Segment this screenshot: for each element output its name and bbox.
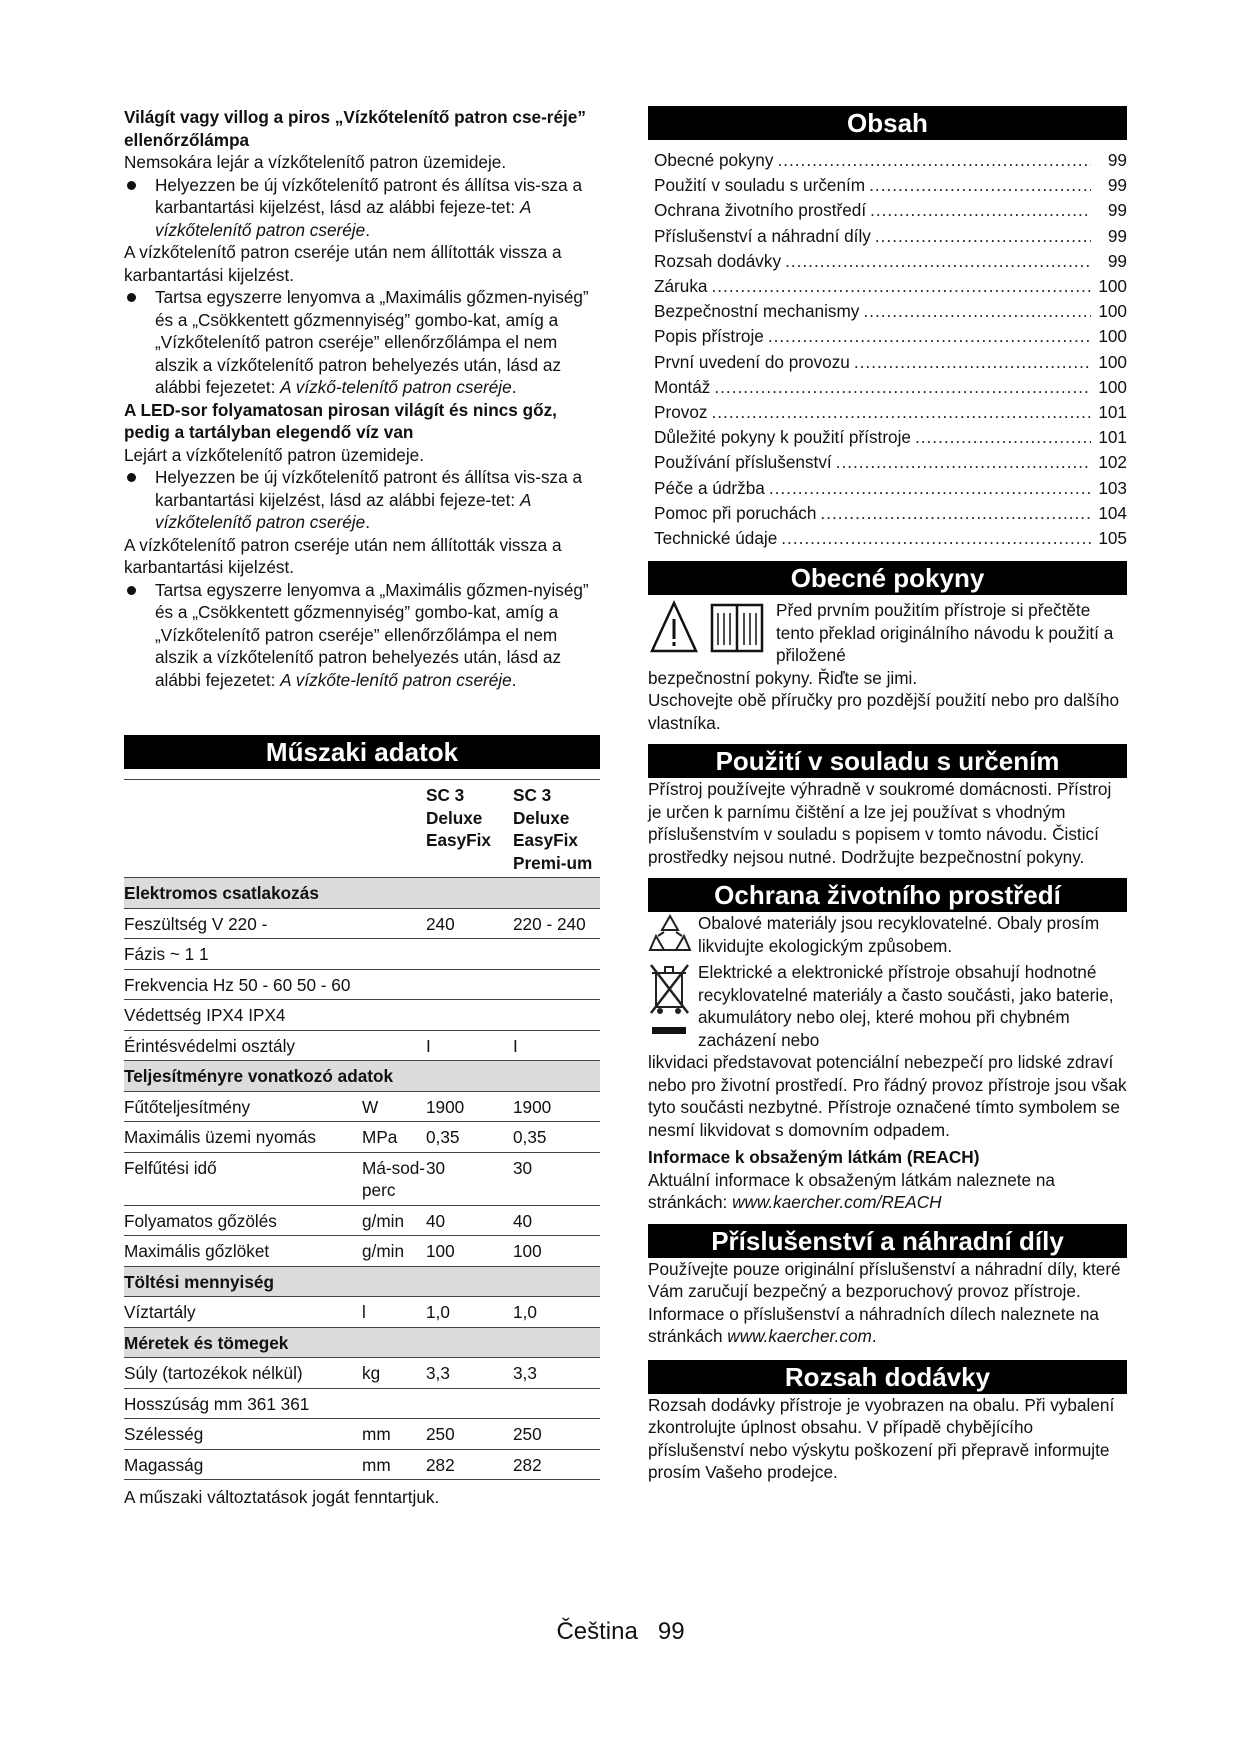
spec-unit: l [362,1297,426,1328]
toc-entry-page: 100 [1098,276,1127,297]
toc-entry-title: Provoz [654,402,708,423]
spec-label: Maximális üzemi nyomás [124,1122,362,1153]
intended-use-heading: Použití v souladu s určením [648,744,1127,778]
toc-entry[interactable] [648,299,1127,324]
paragraph: Používejte pouze originální příslušenství a náhradní díly, které Vám zaručují bezpečný a bezporuchový provoz přístroje. [648,1258,1121,1302]
spec-value [513,1388,600,1419]
reach-title: Informace k obsaženým látkám (REACH) [648,1147,980,1168]
bullet-item: Tartsa egyszerre lenyomva a „Maximális gőzmen-nyiség” és a „Csökkentett gőzmennyiség” gombo-kat, amíg a „Vízkőtelenítő patron cseréje” ellenőrzőlámpa el nem alszik a vízkőtelenítő patron behelyezés után, lásd az alábbi fejezetet: A vízkőte-lenítő patron cseréje. [124,579,600,692]
toc-leader-dots [777,148,1091,173]
paragraph: Uschovejte obě příručky pro pozdější použití nebo pro dalšího vlastníka. [648,690,1120,733]
paragraph: Před prvním použitím přístroje si přečtěte tento překlad originálního návodu k použití a přiložené [776,600,1114,666]
spec-value: 1900 [513,1091,600,1122]
bullet-item: Helyezzen be új vízkőtelenítő patront és állítsa vis-sza a karbantartási kijelzést, lásd az alábbi fejeze-tet: A vízkőtelenítő patron cseréje. [124,466,600,534]
bullet-list [124,466,600,534]
paragraph: likvidaci představovat potenciální nebezpečí pro lidské zdraví nebo pro životní prostředí. Pro řádný provoz přístroje jsou však tyto součásti nezbytné. Přístroje označené tímto symbolem se nesmí likvidovat s domovním odpadem. [648,1052,1127,1140]
paragraph: Aktuální informace k obsaženým látkám naleznete na stránkách: www.kaercher.com/REACH [648,1169,1055,1213]
spec-label: Frekvencia Hz 50 - 60 50 - 60 [124,969,362,1000]
toc-entry-title: Příslušenství a náhradní díly [654,225,871,246]
spec-label: Folyamatos gőzölés [124,1205,362,1236]
bullet-list [124,174,600,242]
page-footer [0,1617,1241,1647]
accessories-heading: Příslušenství a náhradní díly [648,1224,1127,1258]
right-column [648,106,1127,1484]
bullet-list [124,286,600,399]
toc-entry-page: 99 [1107,150,1127,170]
kaercher-link[interactable]: www.kaercher.com [727,1326,872,1347]
toc-leader-dots [820,501,1091,526]
spec-value: 1,0 [513,1297,600,1328]
spec-header-model: SC 3 Deluxe EasyFix Premi-um [513,780,600,878]
toc-entry-page: 101 [1098,427,1127,448]
toc-entry-page: 99 [1107,225,1127,246]
toc-entry-page: 99 [1107,200,1127,221]
spec-row [124,1000,600,1031]
toc-leader-dots [869,173,1091,198]
spec-value [426,1388,513,1419]
spec-value: I [426,1030,513,1061]
spec-value: 282 [426,1449,513,1480]
toc-entry-title: Obecné pokyny [654,150,774,170]
spec-value [513,969,600,1000]
spec-value: 40 [513,1205,600,1236]
toc-entry[interactable] [648,450,1127,475]
spec-value: 1900 [426,1091,513,1122]
spec-value: 250 [513,1419,600,1450]
table-of-contents [648,148,1127,551]
spec-value: 30 [513,1152,600,1205]
general-intro [648,599,1127,667]
toc-leader-dots [714,375,1091,400]
spec-row [124,1122,600,1153]
spec-header-model: SC 3 Deluxe EasyFix [426,780,513,878]
chapter-reference: A vízkőtelenítő patron cseréje [155,197,531,240]
toc-entry-title: Popis přístroje [654,326,764,347]
spec-value [426,1000,513,1031]
toc-leader-dots [875,224,1091,249]
spec-row [124,969,600,1000]
tech-footnote: A műszaki változtatások jogát fenntartjuk. [124,1487,440,1507]
spec-value: 3,3 [426,1358,513,1389]
spec-unit [362,1388,426,1419]
spec-value: 250 [426,1419,513,1450]
toc-leader-dots [863,299,1091,324]
general-heading: Obecné pokyny [648,561,1127,595]
spec-label: Hosszúság mm 361 361 [124,1388,362,1419]
toc-leader-dots [785,249,1091,274]
toc-leader-dots [836,450,1091,475]
toc-entry[interactable] [648,375,1127,400]
spec-section-row [124,878,600,909]
toc-entry[interactable] [648,324,1127,349]
warning-triangle-icon [648,599,776,659]
toc-entry-page: 101 [1098,402,1127,423]
spec-value [513,1000,600,1031]
toc-entry[interactable] [648,476,1127,501]
footer-language: Čeština [556,1618,638,1645]
section-title: A LED-sor folyamatosan pirosan világít és nincs gőz, pedig a tartályban elegendő víz van [124,399,557,442]
spec-value: 0,35 [426,1122,513,1153]
spec-unit: W [362,1091,426,1122]
warning-book-symbols [648,599,776,665]
paragraph: Informace o příslušenství a náhradních dílech naleznete na stránkách www.kaercher.com. [648,1303,1099,1347]
toc-entry[interactable] [648,173,1127,198]
spec-row [124,1358,600,1389]
toc-entry-title: Technické údaje [654,528,778,549]
bullet-item: Tartsa egyszerre lenyomva a „Maximális gőzmen-nyiség” és a „Csökkentett gőzmennyiség” gombo-kat, amíg a „Vízkőtelenítő patron cseréje” ellenőrzőlámpa el nem alszik a vízkőtelenítő patron behelyezés után, lásd az alábbi fejezetet: A vízkő-telenítő patron cseréje. [124,286,600,399]
spec-value: 30 [426,1152,513,1205]
paragraph: Obalové materiály jsou recyklovatelné. Obaly prosím likvidujte ekologickým způsobem. [698,913,1100,956]
paragraph: A vízkőtelenítő patron cseréje után nem állították vissza a karbantartási kijelzést. [124,534,562,577]
toc-entry-page: 103 [1098,477,1127,498]
tech-data-heading: Műszaki adatok [124,735,600,769]
toc-entry-page: 102 [1098,452,1127,473]
spec-row [124,939,600,970]
spec-section-label: Elektromos csatlakozás [124,878,600,909]
paragraph: Nemsokára lejár a vízkőtelenítő patron üzemideje. [124,152,507,172]
environment-heading: Ochrana životního prostředí [648,878,1127,912]
bullet-list [124,579,600,692]
toc-entry[interactable] [648,224,1127,249]
toc-entry-title: Ochrana životního prostředí [654,200,867,221]
toc-entry[interactable] [648,425,1127,450]
paragraph: bezpečnostní pokyny. Řiďte se jimi. [648,667,918,688]
spec-row [124,1419,600,1450]
toc-entry-page: 100 [1098,301,1127,322]
left-column [124,106,600,1509]
toc-entry[interactable] [648,350,1127,375]
spec-header-row [124,780,600,878]
toc-leader-dots [915,425,1091,450]
section-title: Világít vagy villog a piros „Vízkőtelenítő patron cse-réje” ellenőrzőlámpa [124,107,586,150]
spec-row [124,1297,600,1328]
spec-section-row [124,1061,600,1092]
page-number: 99 [657,1618,685,1645]
bullet-item: Helyezzen be új vízkőtelenítő patront és állítsa vis-sza a karbantartási kijelzést, lásd az alábbi fejeze-tet: A vízkőtelenítő patron cseréje. [124,174,600,242]
paragraph: Rozsah dodávky přístroje je vyobrazen na obalu. Při vybalení zkontrolujte úplnost obsahu. V případě chybějícího příslušenství nebo výskytu poškození při přepravě informujte prosím Vašeho prodejce. [648,1394,1115,1483]
toc-entry-page: 100 [1098,326,1127,347]
spec-label: Fázis ~ 1 1 [124,939,362,970]
spec-value: 0,35 [513,1122,600,1153]
spec-unit: Má-sod-perc [362,1152,426,1205]
toc-entry-page: 100 [1098,351,1127,372]
chapter-reference: A vízkőte-lenítő patron cseréje [280,669,512,690]
spec-value [426,969,513,1000]
toc-entry-page: 100 [1098,376,1127,397]
spec-section-label: Teljesítményre vonatkozó adatok [124,1061,600,1092]
spec-label: Maximális gőzlöket [124,1236,362,1267]
manual-book-icon [712,605,762,651]
spec-unit [362,939,426,970]
spec-row [124,1030,600,1061]
spec-section-row [124,1327,600,1358]
spec-value: 100 [426,1236,513,1267]
spec-row [124,908,600,939]
spec-value: 240 [426,908,513,939]
spec-unit: g/min [362,1236,426,1267]
spec-section-row [124,1266,600,1297]
spec-unit: g/min [362,1205,426,1236]
spec-label: Szélesség [124,1419,362,1450]
scope-heading: Rozsah dodávky [648,1360,1127,1394]
paragraph: Lejárt a vízkőtelenítő patron üzemideje. [124,444,425,465]
weee-block [648,961,1127,1051]
spec-unit [362,1030,426,1061]
toc-entry-page: 99 [1107,175,1127,196]
toc-leader-dots [781,526,1091,551]
spec-value: 282 [513,1449,600,1480]
spec-label: Érintésvédelmi osztály [124,1030,362,1061]
toc-leader-dots [712,400,1092,425]
toc-entry[interactable] [648,198,1127,223]
spec-value: I [513,1030,600,1061]
spec-value: 1,0 [426,1297,513,1328]
toc-leader-dots [768,324,1091,349]
toc-entry-title: První uvedení do provozu [654,351,850,372]
toc-entry-title: Bezpečnostní mechanismy [654,301,860,322]
spec-table [124,779,600,1480]
spec-label: Felfűtési idő [124,1152,362,1205]
spec-section-label: Töltési mennyiség [124,1266,600,1297]
paragraph: A vízkőtelenítő patron cseréje után nem állították vissza a karbantartási kijelzést. [124,242,562,285]
reach-link[interactable]: www.kaercher.com/REACH [732,1192,942,1213]
recycling-icon [648,912,698,961]
spec-label: Magasság [124,1449,362,1480]
toc-leader-dots [854,350,1091,375]
toc-entry-page: 104 [1098,502,1127,523]
toc-leader-dots [769,476,1091,501]
spec-row [124,1236,600,1267]
toc-entry[interactable] [648,400,1127,425]
toc-entry[interactable] [648,274,1127,299]
paragraph: Přístroj používejte výhradně v soukromé domácnosti. Přístroj je určen k parnímu čištění a lze jej používat s vhodným příslušenstvím v souladu s popisem v tomto návodu. Čisticí prostředky nejsou nutné. Dodržujte bezpečnostní pokyny. [648,779,1112,867]
toc-entry-page: 105 [1098,528,1127,549]
spec-unit [362,1000,426,1031]
spec-label: Súly (tartozékok nélkül) [124,1358,362,1389]
toc-heading: Obsah [648,106,1127,140]
paragraph: Elektrické a elektronické přístroje obsahují hodnotné recyklovatelné materiály a často součásti, jako baterie, akumulátory nebo olej, které mohou při chybném zacházení nebo [698,962,1114,1050]
spec-row [124,1388,600,1419]
spec-unit: MPa [362,1122,426,1153]
chapter-reference: A vízkőtelenítő patron cseréje [155,489,531,532]
toc-leader-dots [712,274,1092,299]
toc-leader-dots [870,198,1091,223]
spec-value [513,939,600,970]
toc-entry[interactable] [648,501,1127,526]
spec-row [124,1091,600,1122]
recycling-block [648,912,1127,961]
spec-unit [362,969,426,1000]
toc-entry[interactable] [648,526,1127,551]
toc-entry-title: Pomoc při poruchách [654,502,817,523]
spec-unit: mm [362,1419,426,1450]
spec-row [124,1449,600,1480]
crossed-bin-icon [648,961,698,1051]
toc-entry-title: Péče a údržba [654,477,765,498]
spec-row [124,1205,600,1236]
spec-value: 3,3 [513,1358,600,1389]
spec-section-label: Méretek és tömegek [124,1327,600,1358]
spec-unit: kg [362,1358,426,1389]
spec-label: Feszültség V 220 - [124,908,362,939]
toc-entry-title: Důležité pokyny k použití přístroje [654,427,911,448]
toc-entry-title: Použití v souladu s určením [654,175,866,196]
toc-entry-title: Záruka [654,276,708,297]
toc-entry-page: 99 [1107,250,1127,271]
toc-entry-title: Rozsah dodávky [654,250,782,271]
toc-entry-title: Používání příslušenství [654,452,832,473]
spec-label: Víztartály [124,1297,362,1328]
toc-entry-title: Montáž [654,376,711,397]
toc-entry[interactable] [648,148,1127,173]
spec-value: 100 [513,1236,600,1267]
spec-unit: mm [362,1449,426,1480]
spec-row [124,1152,600,1205]
spec-label: Védettség IPX4 IPX4 [124,1000,362,1031]
spec-value: 40 [426,1205,513,1236]
spec-label: Fűtőteljesítmény [124,1091,362,1122]
spec-value: 220 - 240 [513,908,600,939]
chapter-reference: A vízkő-telenítő patron cseréje [280,377,512,397]
spec-unit [362,908,426,939]
toc-entry[interactable] [648,249,1127,274]
spec-value [426,939,513,970]
